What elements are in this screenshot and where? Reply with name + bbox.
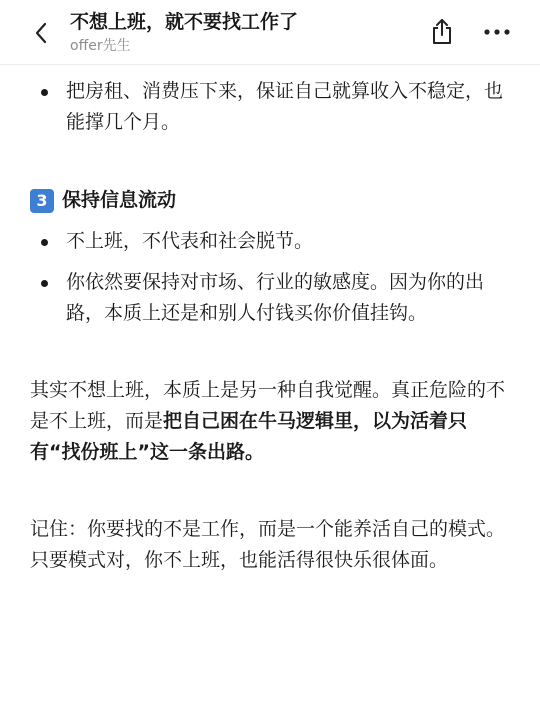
section-heading-text: 保持信息流动 bbox=[62, 189, 177, 211]
chevron-left-icon bbox=[34, 22, 48, 44]
share-icon bbox=[430, 18, 454, 45]
more-dots-icon bbox=[484, 29, 510, 35]
section-heading bbox=[30, 185, 508, 216]
back-button[interactable] bbox=[28, 20, 54, 46]
top-nav-bar bbox=[0, 0, 540, 65]
author-name[interactable]: offer先生 bbox=[70, 38, 131, 54]
more-button[interactable] bbox=[482, 22, 512, 42]
bullet-item: 不上班，不代表和社会脱节。 bbox=[30, 226, 508, 257]
summary-lead-text: 其实不想上班，本质上是另一种自我觉醒。真正危险的不是不上班，而是 bbox=[30, 379, 506, 432]
note-title: 不想上班，就不要找工作了 bbox=[70, 11, 299, 33]
bullet-item: 把房租、消费压下来，保证自己就算收入不稳定，也能撑几个月。 bbox=[30, 76, 508, 138]
number-3-badge-icon: 3 bbox=[30, 189, 54, 213]
bullet-item: 你依然要保持对市场、行业的敏感度。因为你的出路，本质上还是和别人付钱买你价值挂钩。 bbox=[30, 267, 508, 329]
note-body bbox=[30, 76, 508, 576]
closing-paragraph: 记住：你要找的不是工作，而是一个能养活自己的模式。只要模式对，你不上班，也能活得很快乐很体面。 bbox=[30, 518, 506, 571]
note-title-block bbox=[70, 9, 400, 56]
summary-bold-text: 把自己困在牛马逻辑里，以为活着只有“找份班上”这一条出路。 bbox=[30, 410, 468, 463]
summary-paragraph bbox=[30, 375, 508, 468]
share-button[interactable] bbox=[429, 17, 455, 45]
